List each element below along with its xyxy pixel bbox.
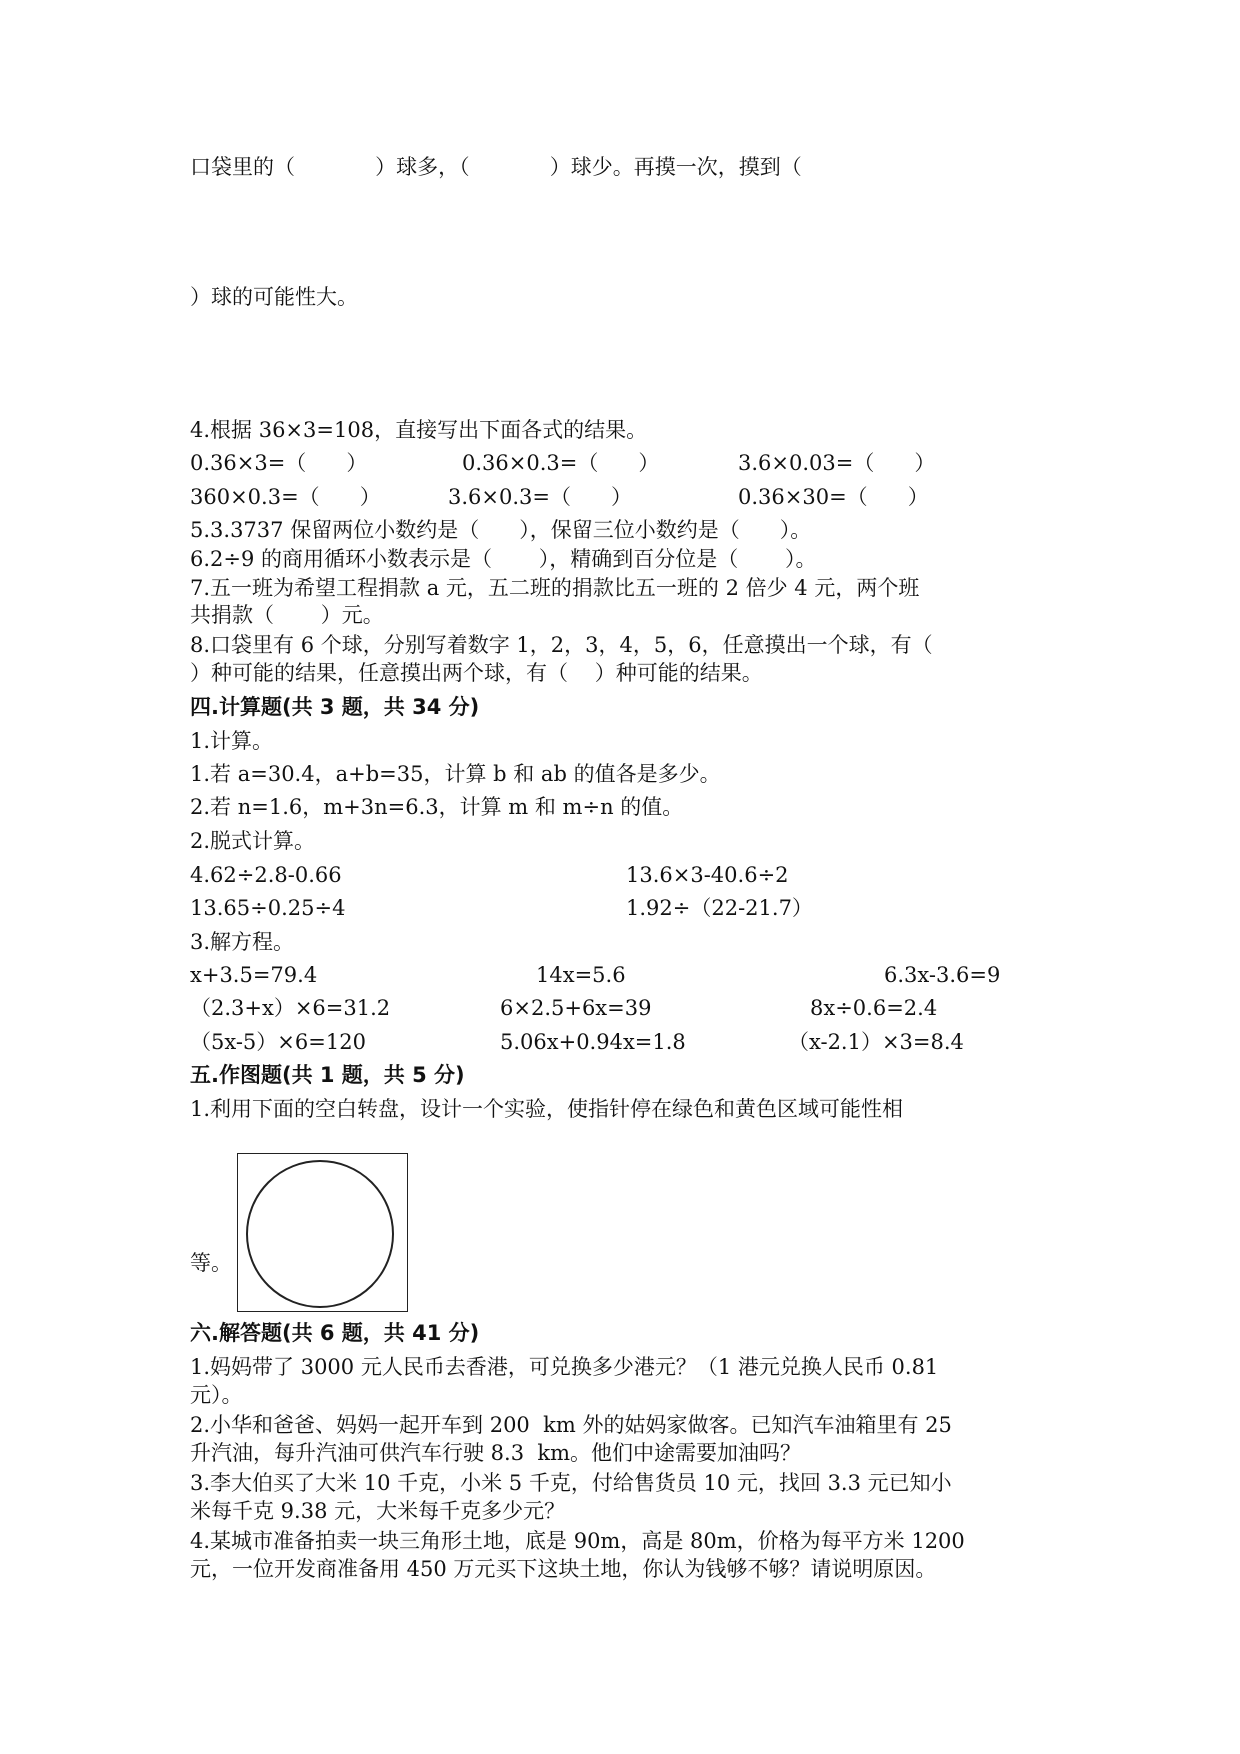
q4-prompt: 4.根据 36×3=108，直接写出下面各式的结果。 xyxy=(190,418,648,442)
q4-item: 0.36×0.3=（ ） xyxy=(462,451,660,475)
s6-line: 元，一位开发商准备用 450 万元买下这块土地，你认为钱够不够？请说明原因。 xyxy=(190,1557,937,1581)
s6-line: 米每千克 9.38 元，大米每千克多少元？ xyxy=(190,1499,566,1523)
q4-item: 0.36×30=（ ） xyxy=(738,485,929,509)
equation: （x-2.1）×3=8.4 xyxy=(788,1030,964,1054)
s4-p1a: 1.若 a=30.4，a+b=35，计算 b 和 ab 的值各是多少。 xyxy=(190,762,721,786)
s6-line: 升汽油，每升汽油可供汽车行驶 8.3 km。他们中途需要加油吗？ xyxy=(190,1441,802,1465)
section5-title: 五.作图题(共 1 题，共 5 分) xyxy=(190,1063,465,1087)
equation: （2.3+x）×6=31.2 xyxy=(190,996,391,1020)
q3-line1: 口袋里的（ ）球多，（ ）球少。再摸一次，摸到（ xyxy=(190,155,802,179)
calc-item: 13.65÷0.25÷4 xyxy=(190,896,346,920)
spinner-circle-icon xyxy=(238,1154,409,1313)
q7-line2: 共捐款（ ）元。 xyxy=(190,603,384,627)
q4-item: 3.6×0.03=（ ） xyxy=(738,451,936,475)
s4-p1b: 2.若 n=1.6，m+3n=6.3，计算 m 和 m÷n 的值。 xyxy=(190,795,684,819)
s5-q1: 1.利用下面的空白转盘，设计一个实验，使指针停在绿色和黄色区域可能性相 xyxy=(190,1097,904,1121)
equation: 6.3x-3.6=9 xyxy=(884,963,1001,987)
q4-item: 360×0.3=（ ） xyxy=(190,485,381,509)
s6-line: 元）。 xyxy=(190,1383,243,1407)
equation: 14x=5.6 xyxy=(536,963,626,987)
s5-q1-end: 等。 xyxy=(190,1251,232,1275)
calc-item: 4.62÷2.8-0.66 xyxy=(190,863,342,887)
s6-line: 3.李大伯买了大米 10 千克，小米 5 千克，付给售货员 10 元，找回 3.3 元已知小 xyxy=(190,1471,952,1495)
s6-line: 4.某城市准备拍卖一块三角形土地，底是 90m，高是 80m，价格为每平方米 1200 xyxy=(190,1529,965,1553)
equation: x+3.5=79.4 xyxy=(190,963,318,987)
s4-p3: 3.解方程。 xyxy=(190,930,295,954)
q3-line2: ）球的可能性大。 xyxy=(190,285,358,309)
s4-p1: 1.计算。 xyxy=(190,729,274,753)
calc-item: 1.92÷（22-21.7） xyxy=(626,896,813,920)
q7-line1: 7.五一班为希望工程捐款 a 元，五二班的捐款比五一班的 2 倍少 4 元，两个班 xyxy=(190,576,920,600)
q4-item: 3.6×0.3=（ ） xyxy=(448,485,633,509)
equation: （5x-5）×6=120 xyxy=(190,1030,366,1054)
section4-title: 四.计算题(共 3 题，共 34 分) xyxy=(190,695,480,719)
equation: 6×2.5+6x=39 xyxy=(500,996,652,1020)
blank-spinner xyxy=(237,1153,408,1312)
section6-title: 六.解答题(共 6 题，共 41 分) xyxy=(190,1321,480,1345)
s6-line: 2.小华和爸爸、妈妈一起开车到 200 km 外的姑妈家做客。已知汽车油箱里有 25 xyxy=(190,1413,952,1437)
q8-line1: 8.口袋里有 6 个球，分别写着数字 1，2，3，4，5，6，任意摸出一个球，有（ xyxy=(190,633,933,657)
calc-item: 13.6×3-40.6÷2 xyxy=(626,863,789,887)
q5: 5.3.3737 保留两位小数约是（ ），保留三位小数约是（ ）。 xyxy=(190,518,812,542)
s6-line: 1.妈妈带了 3000 元人民币去香港，可兑换多少港元？（1 港元兑换人民币 0.81 xyxy=(190,1355,939,1379)
equation: 5.06x+0.94x=1.8 xyxy=(500,1030,686,1054)
s4-p2: 2.脱式计算。 xyxy=(190,829,316,853)
q4-item: 0.36×3=（ ） xyxy=(190,451,368,475)
q8-line2: ）种可能的结果，任意摸出两个球，有（ ）种可能的结果。 xyxy=(190,661,763,685)
equation: 8x÷0.6=2.4 xyxy=(810,996,938,1020)
q6: 6.2÷9 的商用循环小数表示是（ ），精确到百分位是（ ）。 xyxy=(190,547,817,571)
